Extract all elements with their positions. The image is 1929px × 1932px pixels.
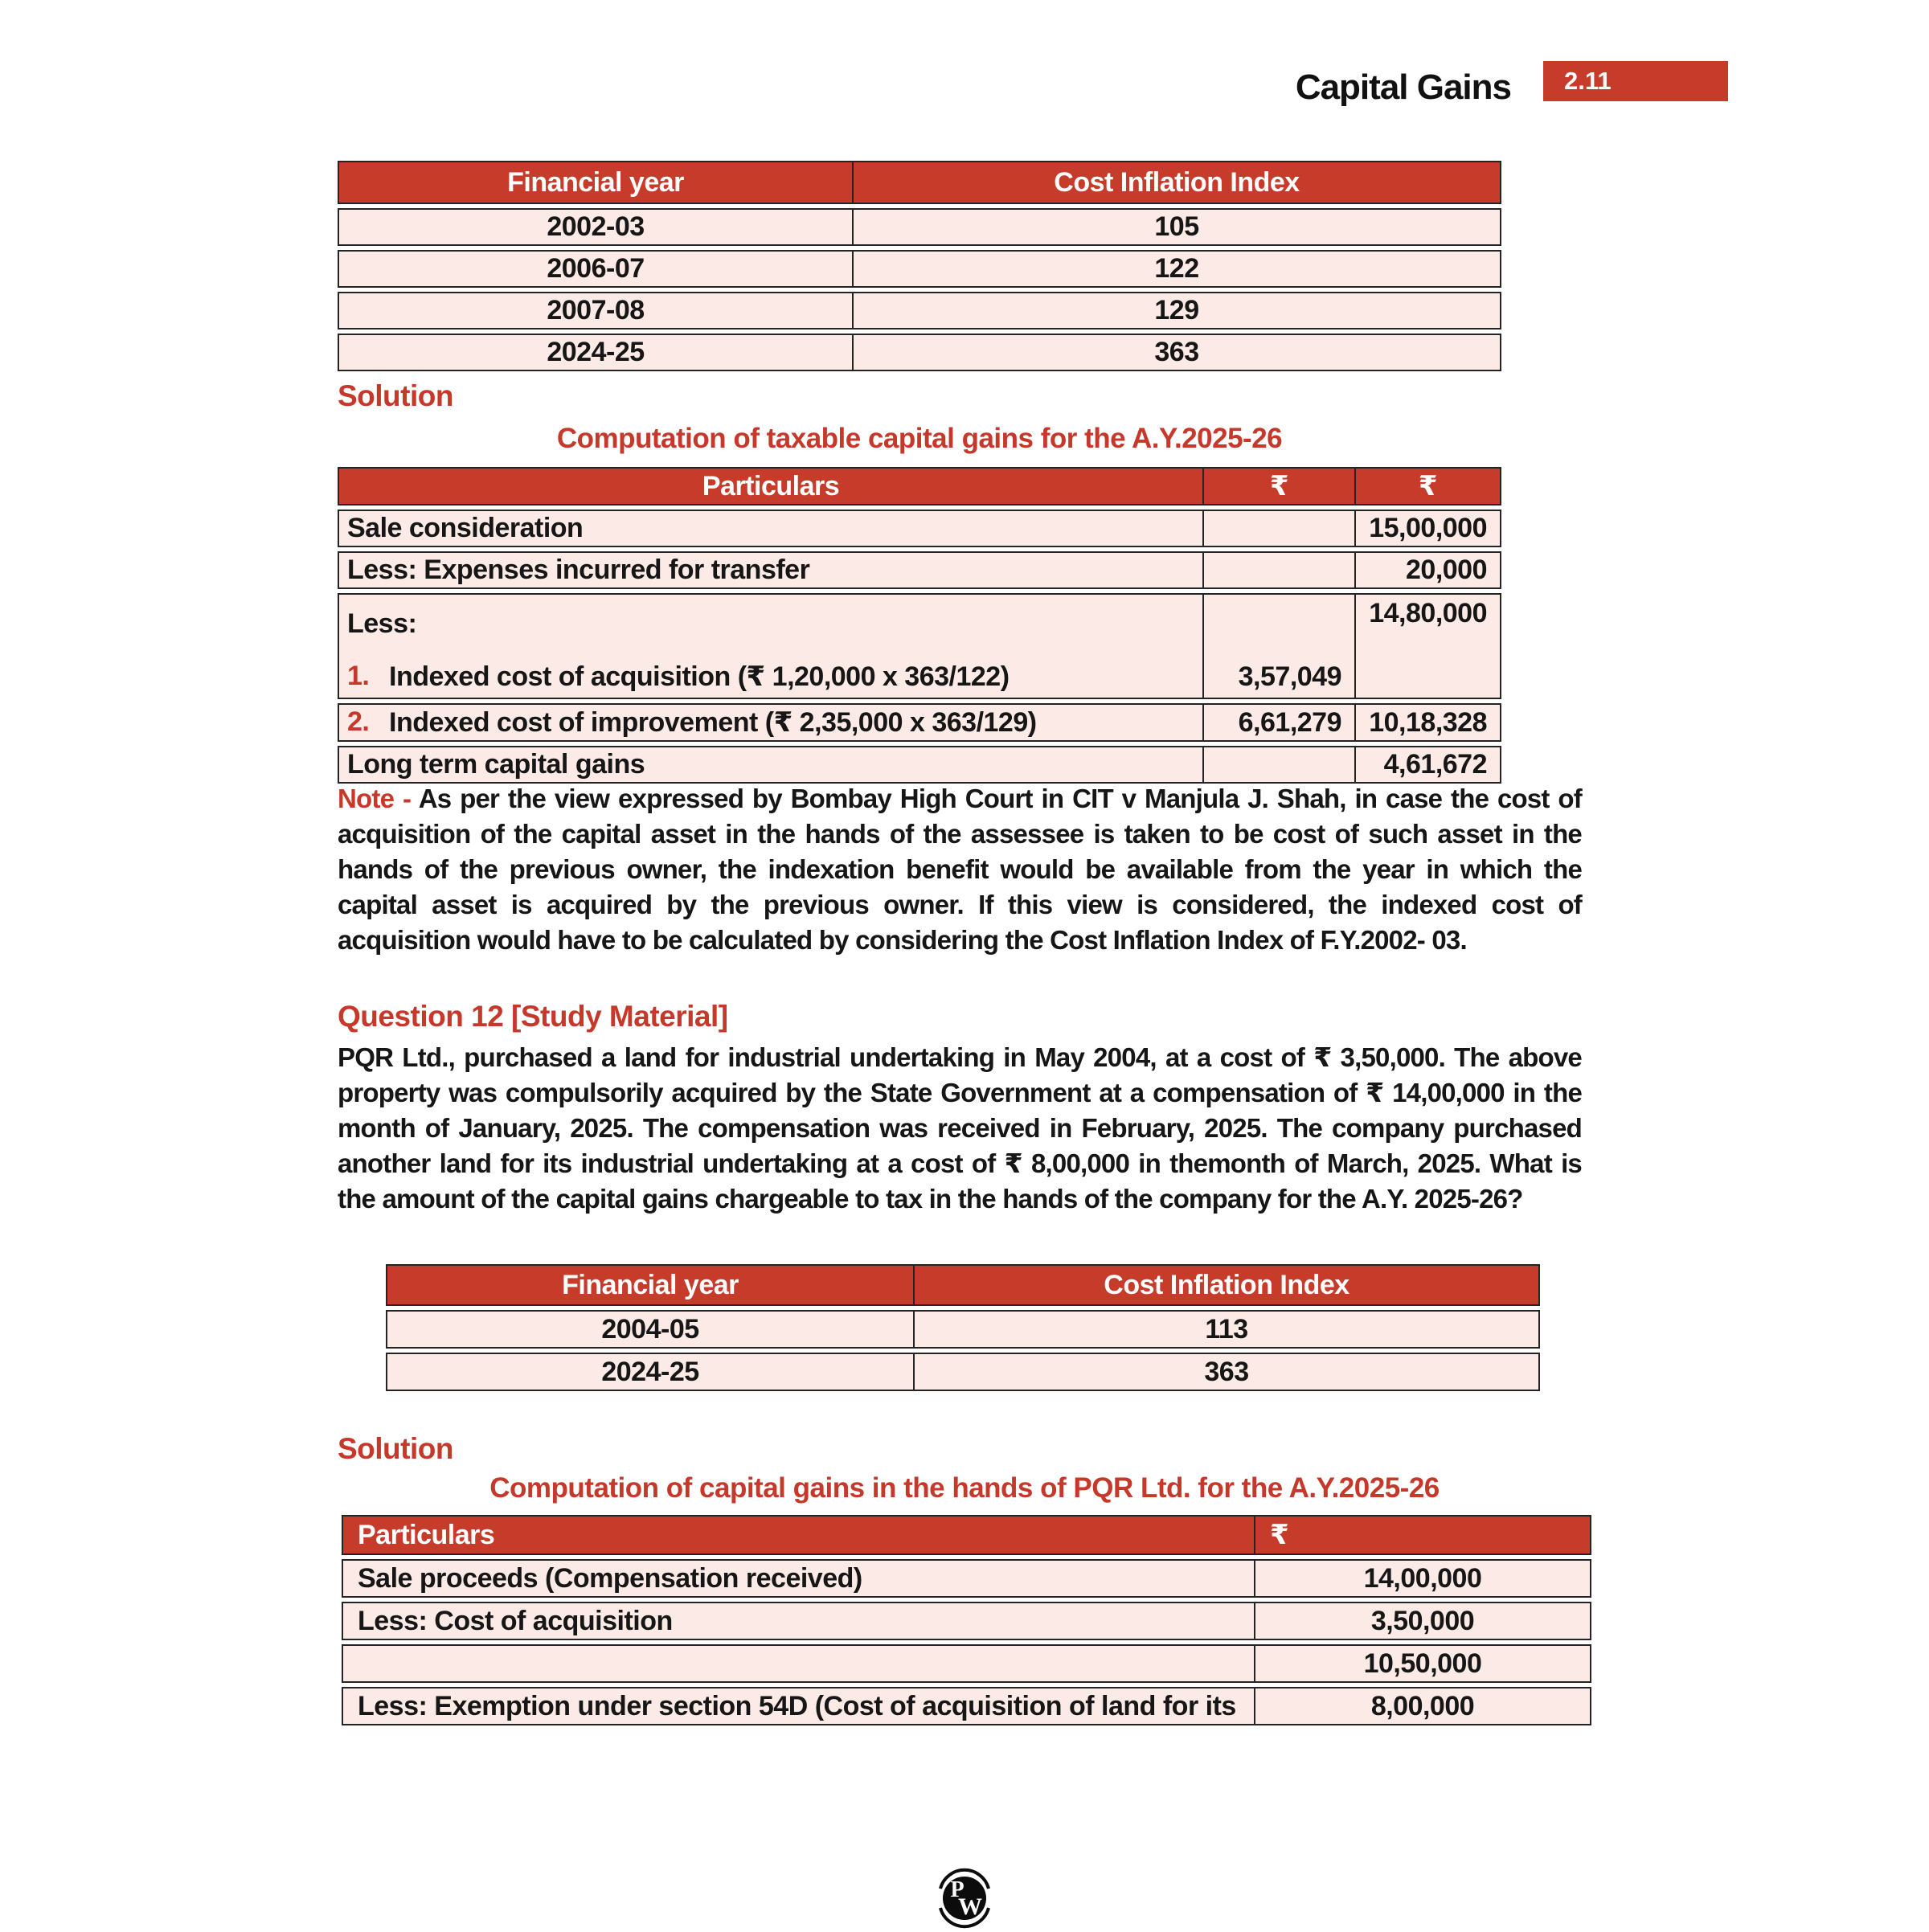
table-row xyxy=(342,1644,1591,1683)
particulars-cell: Less: Expenses incurred for transfer xyxy=(338,551,1202,589)
fy-cell: 2002-03 xyxy=(338,208,852,246)
table-header-row xyxy=(338,467,1501,506)
less-label: Less: xyxy=(347,608,417,639)
fy-cell: 2024-25 xyxy=(386,1353,913,1391)
particulars-cell: Sale consideration xyxy=(338,510,1202,547)
logo-letter-w: W xyxy=(958,1893,982,1920)
table-header-row xyxy=(386,1264,1540,1306)
amount-cell: 14,00,000 xyxy=(1254,1559,1591,1598)
table-row xyxy=(338,551,1501,589)
col-header-financial-year: Financial year xyxy=(338,161,852,204)
amount-cell: 6,61,279 xyxy=(1202,703,1354,742)
question-heading: Question 12 [Study Material] xyxy=(338,1000,728,1033)
table-row xyxy=(338,208,1501,246)
computation-title: Computation of capital gains in the hands of PQR Ltd. for the A.Y.2025-26 xyxy=(489,1472,1440,1504)
amount-cell: 10,18,328 xyxy=(1354,703,1501,742)
amount-cell: 14,80,000 xyxy=(1354,593,1501,699)
cii-cell: 113 xyxy=(913,1310,1540,1349)
particulars-cell xyxy=(342,1644,1254,1683)
table-row xyxy=(342,1687,1591,1725)
computation-table-1 xyxy=(338,463,1501,788)
pw-logo xyxy=(931,1864,998,1932)
item-number: 2. xyxy=(347,706,370,737)
note-text: As per the view expressed by Bombay High Court in CIT v Manjula J. Shah, in case the cost of acquisition of the capital asset in the hands of the assessee is taken to be cost of such asset in the hands of the previous owner, the indexation benefit would be available from the year in which the capital asset is acquired by the previous owner. If this view is considered, the indexed cost of acquisition would have to be calculated by considering the Cost Inflation Index of F.Y.2002- 03. xyxy=(338,784,1582,955)
col-header-rupee-icon: ₹ xyxy=(1254,1515,1591,1555)
solution-heading: Solution xyxy=(338,379,453,412)
col-header-financial-year: Financial year xyxy=(386,1264,913,1306)
amount-cell xyxy=(1202,551,1354,589)
indexed-cost-improvement-line xyxy=(347,706,1194,739)
cii-table-2 xyxy=(386,1260,1540,1395)
table-header-row xyxy=(342,1515,1591,1555)
particulars-cell: Sale proceeds (Compensation received) xyxy=(342,1559,1254,1598)
table-header-row xyxy=(338,161,1501,204)
cii-cell: 122 xyxy=(852,250,1501,288)
particulars-cell: Long term capital gains xyxy=(338,746,1202,784)
cii-cell: 105 xyxy=(852,208,1501,246)
note-paragraph xyxy=(338,781,1582,958)
item-text: Indexed cost of acquisition (₹ 1,20,000 x 363/122) xyxy=(389,661,1010,692)
amount-cell: 3,50,000 xyxy=(1254,1602,1591,1640)
table-row xyxy=(386,1310,1540,1349)
cii-cell: 129 xyxy=(852,292,1501,330)
table-row xyxy=(338,292,1501,330)
table-row xyxy=(338,703,1501,742)
amount-cell: 10,50,000 xyxy=(1254,1644,1591,1683)
computation-title: Computation of taxable capital gains for the A.Y.2025-26 xyxy=(556,423,1283,454)
particulars-cell: Less: Exemption under section 54D (Cost of acquisition of land for its xyxy=(342,1687,1254,1725)
table-row xyxy=(338,746,1501,784)
col-header-particulars: Particulars xyxy=(342,1515,1254,1555)
amount-cell: 4,61,672 xyxy=(1354,746,1501,784)
cii-table-1 xyxy=(338,157,1501,375)
table-row xyxy=(338,334,1501,371)
table-row xyxy=(342,1559,1591,1598)
cii-cell: 363 xyxy=(852,334,1501,371)
amount-cell: 15,00,000 xyxy=(1354,510,1501,547)
solution-heading: Solution xyxy=(338,1432,453,1465)
indexed-cost-acquisition-line xyxy=(347,661,1194,693)
particulars-cell: Less: Cost of acquisition xyxy=(342,1602,1254,1640)
col-header-particulars: Particulars xyxy=(338,467,1202,506)
fy-cell: 2024-25 xyxy=(338,334,852,371)
item-text: Indexed cost of improvement (₹ 2,35,000 x 363/129) xyxy=(389,707,1037,738)
table-row xyxy=(342,1602,1591,1640)
table-row xyxy=(338,250,1501,288)
amount-cell xyxy=(1202,746,1354,784)
item-number: 1. xyxy=(347,661,370,691)
col-header-rupee-icon: ₹ xyxy=(1202,467,1354,506)
computation-table-2 xyxy=(342,1511,1591,1729)
particulars-cell xyxy=(338,703,1202,742)
fy-cell: 2007-08 xyxy=(338,292,852,330)
question-body: PQR Ltd., purchased a land for industrial undertaking in May 2004, at a cost of ₹ 3,50,000. The above property was compulsorily acquired by the State Government at a compensation of ₹ 14,00,000 in the month of January, 2025. The compensation was received in February, 2025. The company purchased another land for its industrial undertaking at a cost of ₹ 8,00,000 in themonth of March, 2025. What is the amount of the capital gains chargeable to tax in the hands of the company for the A.Y. 2025-26? xyxy=(338,1042,1582,1214)
page-title: Capital Gains xyxy=(1295,68,1511,107)
fy-cell: 2004-05 xyxy=(386,1310,913,1349)
amount-cell: 20,000 xyxy=(1354,551,1501,589)
amount-cell: 3,57,049 xyxy=(1202,593,1354,699)
logo-letter-p: P xyxy=(950,1877,964,1902)
amount-cell: 8,00,000 xyxy=(1254,1687,1591,1725)
col-header-rupee-icon: ₹ xyxy=(1354,467,1501,506)
col-header-cii: Cost Inflation Index xyxy=(852,161,1501,204)
table-row xyxy=(338,510,1501,547)
note-label: Note - xyxy=(338,784,412,813)
table-row xyxy=(338,593,1501,699)
page-number-badge: 2.11 xyxy=(1543,61,1728,101)
table-row xyxy=(386,1353,1540,1391)
cii-cell: 363 xyxy=(913,1353,1540,1391)
fy-cell: 2006-07 xyxy=(338,250,852,288)
col-header-cii: Cost Inflation Index xyxy=(913,1264,1540,1306)
amount-cell xyxy=(1202,510,1354,547)
particulars-cell xyxy=(338,593,1202,699)
